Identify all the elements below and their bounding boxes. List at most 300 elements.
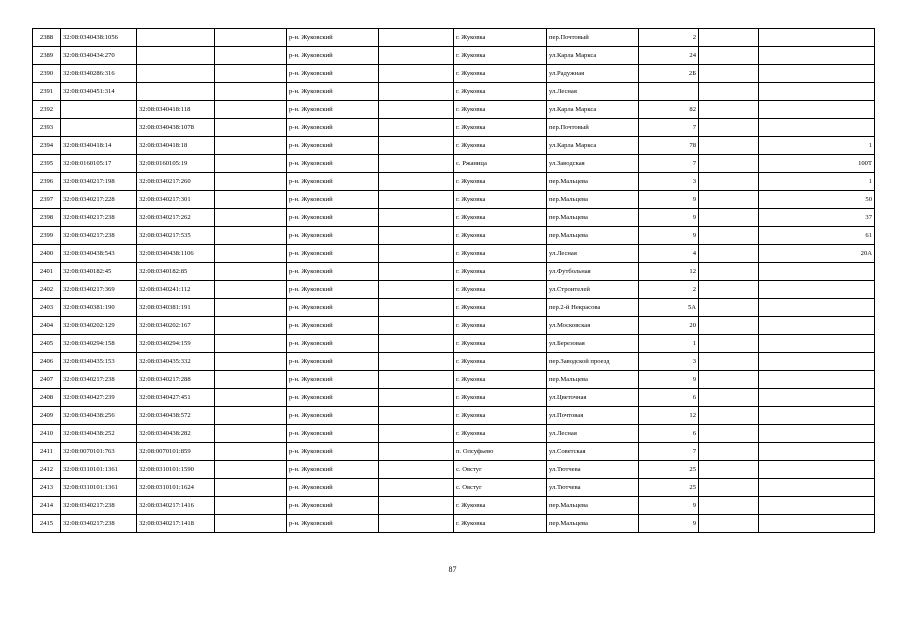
parent-cadastral-number-cell: 32:08:0340217:1416 — [137, 497, 215, 515]
locality-extra-cell — [379, 425, 454, 443]
cadastral-number-cell — [61, 119, 137, 137]
street-cell: пер.Мальцева — [547, 227, 639, 245]
table-row — [33, 371, 875, 389]
locality-cell: г. Жуковка — [454, 389, 547, 407]
unit-number-cell — [759, 407, 875, 425]
cadastral-number-cell: 32:08:0340438:1056 — [61, 29, 137, 47]
house-number-cell: 9 — [639, 515, 699, 533]
extra-field-cell — [215, 155, 287, 173]
locality-extra-cell — [379, 407, 454, 425]
page-number: 87 — [448, 565, 457, 574]
house-number-cell: 7 — [639, 443, 699, 461]
parent-cadastral-number-cell — [137, 47, 215, 65]
cadastral-number-cell: 32:08:0340217:238 — [61, 515, 137, 533]
table-row — [33, 29, 875, 47]
house-number-cell: 78 — [639, 137, 699, 155]
building-number-cell — [699, 353, 759, 371]
table-row — [33, 173, 875, 191]
registry-table-body — [33, 29, 875, 533]
extra-field-cell — [215, 173, 287, 191]
district-cell: р-н. Жуковский — [287, 209, 379, 227]
extra-field-cell — [215, 479, 287, 497]
parent-cadastral-number-cell: 32:08:0070101:859 — [137, 443, 215, 461]
locality-cell: г. Жуковка — [454, 101, 547, 119]
table-row — [33, 119, 875, 137]
row-index-cell: 2393 — [33, 119, 61, 137]
building-number-cell — [699, 479, 759, 497]
building-number-cell — [699, 335, 759, 353]
building-number-cell — [699, 29, 759, 47]
street-cell: пер.Почтовый — [547, 119, 639, 137]
street-cell: ул.Тютчева — [547, 479, 639, 497]
unit-number-cell — [759, 479, 875, 497]
unit-number-cell — [759, 83, 875, 101]
unit-number-cell: 37 — [759, 209, 875, 227]
locality-cell: г. Жуковка — [454, 137, 547, 155]
row-index-cell: 2410 — [33, 425, 61, 443]
street-cell: ул.Карла Маркса — [547, 137, 639, 155]
house-number-cell — [639, 83, 699, 101]
house-number-cell: 9 — [639, 497, 699, 515]
parent-cadastral-number-cell: 32:08:0340241:112 — [137, 281, 215, 299]
table-row — [33, 317, 875, 335]
street-cell: ул.Карла Маркса — [547, 47, 639, 65]
unit-number-cell — [759, 425, 875, 443]
locality-cell: г. Жуковка — [454, 425, 547, 443]
district-cell: р-н. Жуковский — [287, 443, 379, 461]
street-cell: ул.Лесная — [547, 83, 639, 101]
locality-cell: г. Жуковка — [454, 83, 547, 101]
table-row — [33, 407, 875, 425]
district-cell: р-н. Жуковский — [287, 119, 379, 137]
locality-cell: г. Жуковка — [454, 173, 547, 191]
row-index-cell: 2411 — [33, 443, 61, 461]
district-cell: р-н. Жуковский — [287, 389, 379, 407]
row-index-cell: 2402 — [33, 281, 61, 299]
house-number-cell: 6 — [639, 389, 699, 407]
parent-cadastral-number-cell: 32:08:0340217:1418 — [137, 515, 215, 533]
parent-cadastral-number-cell: 32:08:0340217:288 — [137, 371, 215, 389]
extra-field-cell — [215, 443, 287, 461]
house-number-cell: 24 — [639, 47, 699, 65]
unit-number-cell — [759, 119, 875, 137]
row-index-cell: 2406 — [33, 353, 61, 371]
table-row — [33, 83, 875, 101]
extra-field-cell — [215, 137, 287, 155]
house-number-cell: 20 — [639, 317, 699, 335]
street-cell: ул.Московская — [547, 317, 639, 335]
locality-extra-cell — [379, 263, 454, 281]
house-number-cell: 9 — [639, 209, 699, 227]
unit-number-cell — [759, 461, 875, 479]
district-cell: р-н. Жуковский — [287, 29, 379, 47]
house-number-cell: 25 — [639, 461, 699, 479]
cadastral-number-cell: 32:08:0310101:1361 — [61, 461, 137, 479]
house-number-cell: 6 — [639, 425, 699, 443]
unit-number-cell — [759, 29, 875, 47]
extra-field-cell — [215, 281, 287, 299]
row-index-cell: 2409 — [33, 407, 61, 425]
locality-cell: г. Жуковка — [454, 371, 547, 389]
row-index-cell: 2390 — [33, 65, 61, 83]
district-cell: р-н. Жуковский — [287, 425, 379, 443]
unit-number-cell — [759, 353, 875, 371]
locality-extra-cell — [379, 299, 454, 317]
building-number-cell — [699, 371, 759, 389]
table-row — [33, 479, 875, 497]
building-number-cell — [699, 515, 759, 533]
locality-cell: г. Жуковка — [454, 263, 547, 281]
extra-field-cell — [215, 209, 287, 227]
extra-field-cell — [215, 515, 287, 533]
locality-extra-cell — [379, 173, 454, 191]
parent-cadastral-number-cell: 32:08:0340217:262 — [137, 209, 215, 227]
district-cell: р-н. Жуковский — [287, 47, 379, 65]
table-row — [33, 299, 875, 317]
locality-cell: г. Жуковка — [454, 407, 547, 425]
locality-cell: г. Жуковка — [454, 515, 547, 533]
street-cell: пер.Мальцева — [547, 371, 639, 389]
house-number-cell: 25 — [639, 479, 699, 497]
cadastral-number-cell: 32:08:0340438:252 — [61, 425, 137, 443]
street-cell: ул.Карла Маркса — [547, 101, 639, 119]
locality-extra-cell — [379, 371, 454, 389]
row-index-cell: 2412 — [33, 461, 61, 479]
table-row — [33, 137, 875, 155]
house-number-cell: 1 — [639, 335, 699, 353]
building-number-cell — [699, 83, 759, 101]
table-row — [33, 443, 875, 461]
locality-extra-cell — [379, 119, 454, 137]
extra-field-cell — [215, 245, 287, 263]
cadastral-number-cell: 32:08:0340217:238 — [61, 497, 137, 515]
locality-cell: п. Олсуфьево — [454, 443, 547, 461]
street-cell: ул.Заводская — [547, 155, 639, 173]
district-cell: р-н. Жуковский — [287, 407, 379, 425]
row-index-cell: 2391 — [33, 83, 61, 101]
street-cell: ул.Березовая — [547, 335, 639, 353]
street-cell: пер.Почтовый — [547, 29, 639, 47]
table-row — [33, 155, 875, 173]
district-cell: р-н. Жуковский — [287, 101, 379, 119]
parent-cadastral-number-cell: 32:08:0340438:1078 — [137, 119, 215, 137]
street-cell: ул.Радужная — [547, 65, 639, 83]
row-index-cell: 2413 — [33, 479, 61, 497]
building-number-cell — [699, 245, 759, 263]
parent-cadastral-number-cell — [137, 83, 215, 101]
building-number-cell — [699, 281, 759, 299]
cadastral-number-cell: 32:08:0340286:316 — [61, 65, 137, 83]
extra-field-cell — [215, 101, 287, 119]
locality-cell: г. Жуковка — [454, 119, 547, 137]
locality-cell: г. Жуковка — [454, 245, 547, 263]
row-index-cell: 2397 — [33, 191, 61, 209]
district-cell: р-н. Жуковский — [287, 281, 379, 299]
extra-field-cell — [215, 335, 287, 353]
locality-extra-cell — [379, 245, 454, 263]
locality-extra-cell — [379, 227, 454, 245]
table-row — [33, 263, 875, 281]
cadastral-number-cell: 32:08:0340217:238 — [61, 371, 137, 389]
row-index-cell: 2389 — [33, 47, 61, 65]
street-cell: ул.Лесная — [547, 425, 639, 443]
unit-number-cell: 20А — [759, 245, 875, 263]
extra-field-cell — [215, 47, 287, 65]
district-cell: р-н. Жуковский — [287, 515, 379, 533]
cadastral-number-cell: 32:08:0160105:17 — [61, 155, 137, 173]
parent-cadastral-number-cell: 32:08:0340427:451 — [137, 389, 215, 407]
cadastral-number-cell: 32:08:0340434:270 — [61, 47, 137, 65]
cadastral-number-cell: 32:08:0340435:153 — [61, 353, 137, 371]
building-number-cell — [699, 209, 759, 227]
unit-number-cell: 1 — [759, 173, 875, 191]
district-cell: р-н. Жуковский — [287, 137, 379, 155]
locality-cell: г. Жуковка — [454, 281, 547, 299]
table-row — [33, 353, 875, 371]
row-index-cell: 2399 — [33, 227, 61, 245]
building-number-cell — [699, 155, 759, 173]
table-row — [33, 245, 875, 263]
street-cell: ул.Советская — [547, 443, 639, 461]
extra-field-cell — [215, 263, 287, 281]
extra-field-cell — [215, 317, 287, 335]
locality-extra-cell — [379, 497, 454, 515]
extra-field-cell — [215, 461, 287, 479]
parent-cadastral-number-cell: 32:08:0340202:167 — [137, 317, 215, 335]
district-cell: р-н. Жуковский — [287, 173, 379, 191]
locality-cell: г. Жуковка — [454, 353, 547, 371]
table-row — [33, 461, 875, 479]
row-index-cell: 2408 — [33, 389, 61, 407]
street-cell: ул.Строителей — [547, 281, 639, 299]
building-number-cell — [699, 119, 759, 137]
cadastral-number-cell: 32:08:0340182:45 — [61, 263, 137, 281]
building-number-cell — [699, 443, 759, 461]
unit-number-cell — [759, 47, 875, 65]
building-number-cell — [699, 407, 759, 425]
locality-extra-cell — [379, 281, 454, 299]
building-number-cell — [699, 425, 759, 443]
house-number-cell: 4 — [639, 245, 699, 263]
house-number-cell: 7 — [639, 155, 699, 173]
unit-number-cell: 100Т — [759, 155, 875, 173]
street-cell: ул.Футбольная — [547, 263, 639, 281]
table-row — [33, 227, 875, 245]
unit-number-cell — [759, 443, 875, 461]
table-row — [33, 425, 875, 443]
district-cell: р-н. Жуковский — [287, 191, 379, 209]
extra-field-cell — [215, 29, 287, 47]
district-cell: р-н. Жуковский — [287, 353, 379, 371]
house-number-cell: 3 — [639, 173, 699, 191]
locality-extra-cell — [379, 101, 454, 119]
house-number-cell: 7 — [639, 119, 699, 137]
house-number-cell: 5А — [639, 299, 699, 317]
street-cell: ул.Почтовая — [547, 407, 639, 425]
building-number-cell — [699, 461, 759, 479]
parent-cadastral-number-cell: 32:08:0340435:332 — [137, 353, 215, 371]
parent-cadastral-number-cell: 32:08:0340418:118 — [137, 101, 215, 119]
district-cell: р-н. Жуковский — [287, 83, 379, 101]
locality-cell: г. Жуковка — [454, 335, 547, 353]
building-number-cell — [699, 173, 759, 191]
district-cell: р-н. Жуковский — [287, 263, 379, 281]
building-number-cell — [699, 65, 759, 83]
locality-extra-cell — [379, 443, 454, 461]
building-number-cell — [699, 227, 759, 245]
locality-cell: с. Овстуг — [454, 479, 547, 497]
house-number-cell: 3 — [639, 353, 699, 371]
locality-cell: г. Жуковка — [454, 497, 547, 515]
table-row — [33, 191, 875, 209]
house-number-cell: 2 — [639, 29, 699, 47]
parent-cadastral-number-cell — [137, 29, 215, 47]
parent-cadastral-number-cell: 32:08:0310101:1590 — [137, 461, 215, 479]
extra-field-cell — [215, 353, 287, 371]
house-number-cell: 12 — [639, 407, 699, 425]
parent-cadastral-number-cell: 32:08:0340418:18 — [137, 137, 215, 155]
district-cell: р-н. Жуковский — [287, 245, 379, 263]
district-cell: р-н. Жуковский — [287, 461, 379, 479]
locality-cell: г. Жуковка — [454, 299, 547, 317]
street-cell: пер.Мальцева — [547, 497, 639, 515]
table-row — [33, 101, 875, 119]
extra-field-cell — [215, 425, 287, 443]
house-number-cell: 2Б — [639, 65, 699, 83]
row-index-cell: 2401 — [33, 263, 61, 281]
cadastral-number-cell: 32:08:0340202:129 — [61, 317, 137, 335]
building-number-cell — [699, 101, 759, 119]
district-cell: р-н. Жуковский — [287, 497, 379, 515]
extra-field-cell — [215, 371, 287, 389]
cadastral-number-cell: 32:08:0340418:14 — [61, 137, 137, 155]
street-cell: пер.Мальцева — [547, 173, 639, 191]
unit-number-cell — [759, 101, 875, 119]
street-cell: пер.Мальцева — [547, 209, 639, 227]
table-row — [33, 65, 875, 83]
parent-cadastral-number-cell: 32:08:0340217:535 — [137, 227, 215, 245]
locality-extra-cell — [379, 65, 454, 83]
parent-cadastral-number-cell: 32:08:0340217:301 — [137, 191, 215, 209]
row-index-cell: 2405 — [33, 335, 61, 353]
locality-extra-cell — [379, 461, 454, 479]
unit-number-cell: 50 — [759, 191, 875, 209]
registry-table — [32, 28, 875, 533]
cadastral-number-cell: 32:08:0340217:198 — [61, 173, 137, 191]
street-cell: ул.Лесная — [547, 245, 639, 263]
cadastral-number-cell: 32:08:0340451:314 — [61, 83, 137, 101]
cadastral-number-cell: 32:08:0340381:190 — [61, 299, 137, 317]
parent-cadastral-number-cell: 32:08:0340438:1106 — [137, 245, 215, 263]
unit-number-cell: 61 — [759, 227, 875, 245]
row-index-cell: 2415 — [33, 515, 61, 533]
unit-number-cell — [759, 317, 875, 335]
row-index-cell: 2398 — [33, 209, 61, 227]
cadastral-number-cell: 32:08:0340427:239 — [61, 389, 137, 407]
district-cell: р-н. Жуковский — [287, 227, 379, 245]
row-index-cell: 2394 — [33, 137, 61, 155]
locality-extra-cell — [379, 29, 454, 47]
locality-cell: г. Жуковка — [454, 65, 547, 83]
cadastral-number-cell: 32:08:0340294:158 — [61, 335, 137, 353]
locality-extra-cell — [379, 335, 454, 353]
row-index-cell: 2414 — [33, 497, 61, 515]
extra-field-cell — [215, 497, 287, 515]
extra-field-cell — [215, 389, 287, 407]
unit-number-cell — [759, 299, 875, 317]
house-number-cell: 9 — [639, 371, 699, 389]
locality-cell: г. Жуковка — [454, 47, 547, 65]
locality-extra-cell — [379, 137, 454, 155]
unit-number-cell — [759, 515, 875, 533]
building-number-cell — [699, 47, 759, 65]
table-row — [33, 335, 875, 353]
district-cell: р-н. Жуковский — [287, 479, 379, 497]
row-index-cell: 2396 — [33, 173, 61, 191]
extra-field-cell — [215, 407, 287, 425]
locality-extra-cell — [379, 353, 454, 371]
cadastral-number-cell: 32:08:0340217:238 — [61, 209, 137, 227]
locality-cell: г. Жуковка — [454, 227, 547, 245]
cadastral-number-cell: 32:08:0340438:256 — [61, 407, 137, 425]
parent-cadastral-number-cell: 32:08:0310101:1624 — [137, 479, 215, 497]
locality-cell: с. Ржаница — [454, 155, 547, 173]
parent-cadastral-number-cell: 32:08:0340438:572 — [137, 407, 215, 425]
street-cell: пер.Заводской проезд — [547, 353, 639, 371]
street-cell: пер.Мальцева — [547, 515, 639, 533]
cadastral-number-cell: 32:08:0070101:763 — [61, 443, 137, 461]
building-number-cell — [699, 191, 759, 209]
building-number-cell — [699, 137, 759, 155]
cadastral-number-cell: 32:08:0340217:369 — [61, 281, 137, 299]
unit-number-cell — [759, 497, 875, 515]
extra-field-cell — [215, 191, 287, 209]
locality-cell: г. Жуковка — [454, 29, 547, 47]
parent-cadastral-number-cell: 32:08:0160105:19 — [137, 155, 215, 173]
row-index-cell: 2400 — [33, 245, 61, 263]
house-number-cell: 82 — [639, 101, 699, 119]
locality-extra-cell — [379, 389, 454, 407]
district-cell: р-н. Жуковский — [287, 299, 379, 317]
locality-extra-cell — [379, 47, 454, 65]
locality-extra-cell — [379, 479, 454, 497]
cadastral-number-cell: 32:08:0340217:238 — [61, 227, 137, 245]
house-number-cell: 2 — [639, 281, 699, 299]
table-row — [33, 209, 875, 227]
street-cell: ул.Цветочная — [547, 389, 639, 407]
row-index-cell: 2403 — [33, 299, 61, 317]
row-index-cell: 2395 — [33, 155, 61, 173]
unit-number-cell — [759, 65, 875, 83]
house-number-cell: 12 — [639, 263, 699, 281]
row-index-cell: 2392 — [33, 101, 61, 119]
house-number-cell: 9 — [639, 191, 699, 209]
locality-cell: г. Жуковка — [454, 317, 547, 335]
unit-number-cell — [759, 389, 875, 407]
table-row — [33, 281, 875, 299]
parent-cadastral-number-cell: 32:08:0340182:85 — [137, 263, 215, 281]
cadastral-number-cell — [61, 101, 137, 119]
unit-number-cell — [759, 263, 875, 281]
street-cell: пер.Мальцева — [547, 191, 639, 209]
row-index-cell: 2404 — [33, 317, 61, 335]
cadastral-number-cell: 32:08:0340217:228 — [61, 191, 137, 209]
district-cell: р-н. Жуковский — [287, 65, 379, 83]
building-number-cell — [699, 263, 759, 281]
unit-number-cell — [759, 335, 875, 353]
locality-cell: с. Овстуг — [454, 461, 547, 479]
extra-field-cell — [215, 65, 287, 83]
